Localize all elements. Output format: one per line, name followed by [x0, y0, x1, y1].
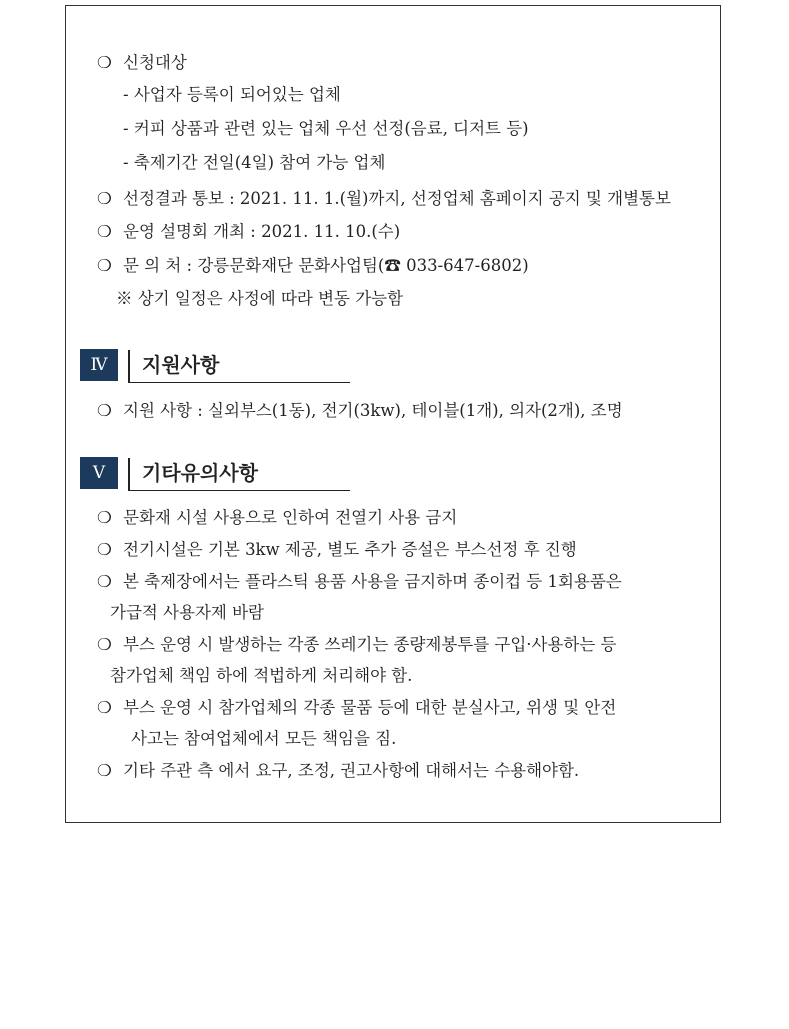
caution-item: 문화재 시설 사용으로 인하여 전열기 사용 금지 [123, 508, 458, 527]
bullet-circle-icon: ❍ [97, 761, 112, 780]
list-item [97, 571, 622, 593]
target-item: - 사업자 등록이 되어있는 업체 [123, 85, 341, 104]
briefing: 운영 설명회 개최 : 2021. 11. 10.(수) [123, 222, 401, 241]
section-divider [128, 458, 130, 490]
section-4-title: 지원사항 [142, 353, 220, 377]
briefing-line [97, 221, 400, 243]
bullet-circle-icon: ❍ [97, 540, 112, 559]
caution-item-continued: 참가업체 책임 하에 적법하게 처리해야 함. [110, 666, 413, 685]
section-divider [128, 350, 130, 382]
list-item [97, 400, 623, 422]
section-underline [128, 382, 350, 383]
caution-item: 기타 주관 측 에서 요구, 조정, 권고사항에 대해서는 수용해야함. [123, 761, 580, 780]
caution-item: 부스 운영 시 참가업체의 각종 물품 등에 대한 분실사고, 위생 및 안전 [123, 698, 617, 717]
bullet-circle-icon: ❍ [97, 572, 112, 591]
section-5-number: Ⅴ [80, 457, 118, 489]
list-item [97, 539, 577, 561]
list-item [97, 697, 616, 719]
bullet-circle-icon: ❍ [97, 222, 112, 241]
result-notice: 선정결과 통보 : 2021. 11. 1.(월)까지, 선정업체 홈페이지 공지 및 개별통보 [123, 189, 671, 208]
caution-item: 전기시설은 기본 3kw 제공, 별도 추가 증설은 부스선정 후 진행 [123, 540, 577, 559]
bullet-circle-icon: ❍ [97, 256, 112, 275]
list-item [97, 634, 617, 656]
caution-item-continued: 가급적 사용자제 바람 [110, 603, 264, 622]
caution-item: 부스 운영 시 발생하는 각종 쓰레기는 종량제봉투를 구입·사용하는 등 [123, 635, 617, 654]
list-item [97, 760, 579, 782]
contact: 문 의 처 : 강릉문화재단 문화사업팀(☎ 033-647-6802) [123, 256, 529, 275]
bullet-circle-icon: ❍ [97, 635, 112, 654]
caution-item: 본 축제장에서는 플라스틱 용품 사용을 금지하며 종이컵 등 1회용품은 [123, 572, 622, 591]
list-item [97, 507, 457, 529]
bullet-circle-icon: ❍ [97, 189, 112, 208]
target-item: - 커피 상품과 관련 있는 업체 우선 선정(음료, 디저트 등) [123, 119, 529, 138]
result-notice-line [97, 188, 671, 210]
target-item: - 축제기간 전일(4일) 참여 가능 업체 [123, 153, 386, 172]
section-5-title: 기타유의사항 [142, 461, 258, 485]
section-4-number: Ⅳ [80, 349, 118, 381]
section-underline [128, 490, 350, 491]
target-heading-line [97, 52, 187, 74]
bullet-circle-icon: ❍ [97, 53, 112, 72]
bullet-circle-icon: ❍ [97, 401, 112, 420]
caution-item-continued: 사고는 참여업체에서 모든 책임을 짐. [131, 729, 397, 748]
note: ※ 상기 일정은 사정에 따라 변동 가능함 [116, 289, 404, 308]
support-items: 지원 사항 : 실외부스(1동), 전기(3kw), 테이블(1개), 의자(2개), 조명 [123, 401, 623, 420]
bullet-circle-icon: ❍ [97, 508, 112, 527]
contact-line [97, 255, 529, 277]
target-heading: 신청대상 [123, 53, 187, 72]
bullet-circle-icon: ❍ [97, 698, 112, 717]
